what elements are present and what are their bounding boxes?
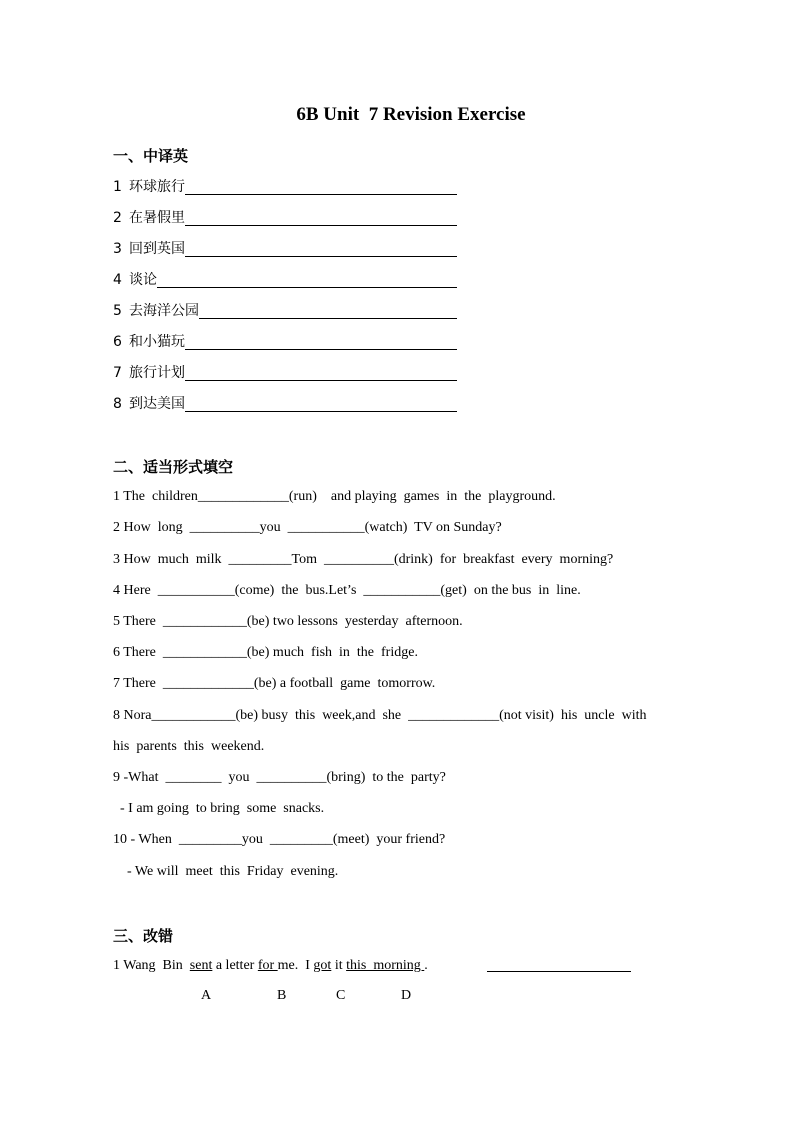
- item-chinese-text: 回到英国: [129, 241, 185, 257]
- item-chinese-text: 在暑假里: [129, 210, 185, 226]
- option-letter-c: C: [336, 988, 346, 1003]
- section3-heading: 三、改错: [113, 927, 174, 945]
- fill-line-3: 3 How much milk _________Tom __________(drink) for breakfast every morning?: [113, 552, 614, 567]
- page-title: 6B Unit 7 Revision Exercise: [296, 104, 526, 125]
- item-number: 5: [113, 303, 122, 319]
- fill-line-8-cont: his parents this weekend.: [113, 739, 265, 754]
- answer-blank-line[interactable]: [157, 287, 457, 288]
- translation-item: [113, 176, 185, 196]
- section1-heading: 一、中译英: [113, 147, 189, 165]
- item-chinese-text: 和小猫玩: [129, 334, 185, 350]
- item-chinese-text: 谈论: [129, 272, 157, 288]
- fill-line-5: 5 There ____________(be) two lessons yesterday afternoon.: [113, 614, 463, 629]
- fill-line-10: 10 - When _________you _________(meet) your friend?: [113, 832, 446, 847]
- underlined-option-c: got: [313, 958, 332, 973]
- fill-line-9-answer: - I am going to bring some snacks.: [113, 801, 325, 816]
- item-chinese-text: 去海洋公园: [129, 303, 199, 319]
- item-number: 4: [113, 272, 122, 288]
- translation-item: [113, 393, 185, 413]
- item-chinese-text: 到达美国: [129, 396, 185, 412]
- answer-blank-line[interactable]: [185, 380, 457, 381]
- sentence-part: a letter: [212, 958, 258, 973]
- answer-blank-line[interactable]: [185, 225, 457, 226]
- item-number: 1: [113, 179, 122, 195]
- fill-line-7: 7 There _____________(be) a football game tomorrow.: [113, 676, 436, 691]
- item-number: 3: [113, 241, 122, 257]
- fill-line-4: 4 Here ___________(come) the bus.Let’s ___________(get) on the bus in line.: [113, 583, 581, 598]
- sentence-part: me. I: [277, 958, 314, 973]
- translation-item: [113, 238, 185, 258]
- option-letter-d: D: [401, 988, 412, 1003]
- item-number: 8: [113, 396, 122, 412]
- answer-blank-line[interactable]: [487, 971, 631, 972]
- answer-blank-line[interactable]: [185, 349, 457, 350]
- fill-line-1: 1 The children_____________(run) and playing games in the playground.: [113, 489, 556, 504]
- question-number: 1: [113, 958, 120, 973]
- translation-item: [113, 207, 185, 227]
- sentence-part: Wang Bin: [120, 958, 190, 973]
- fill-line-2: 2 How long __________you ___________(watch) TV on Sunday?: [113, 520, 502, 535]
- answer-blank-line[interactable]: [199, 318, 457, 319]
- fill-line-10-answer: - We will meet this Friday evening.: [113, 864, 339, 879]
- item-chinese-text: 旅行计划: [129, 365, 185, 381]
- item-number: 7: [113, 365, 122, 381]
- item-number: 6: [113, 334, 122, 350]
- fill-line-6: 6 There ____________(be) much fish in the fridge.: [113, 645, 418, 660]
- translation-item: [113, 362, 185, 382]
- sentence-part: it: [331, 958, 347, 973]
- fill-line-9: 9 -What ________ you __________(bring) to the party?: [113, 770, 446, 785]
- option-letter-b: B: [277, 988, 287, 1003]
- underlined-option-b: for: [257, 958, 278, 973]
- sentence-part: .: [424, 958, 428, 973]
- answer-blank-line[interactable]: [185, 256, 457, 257]
- underlined-option-d: this morning: [346, 958, 425, 973]
- fill-line-8: 8 Nora____________(be) busy this week,and she _____________(not visit) his uncle with: [113, 708, 647, 723]
- correction-question-1: [113, 957, 428, 975]
- translation-item: [113, 331, 185, 351]
- answer-blank-line[interactable]: [185, 194, 457, 195]
- underlined-option-a: sent: [189, 958, 213, 973]
- translation-item: [113, 300, 199, 320]
- item-number: 2: [113, 210, 122, 226]
- item-chinese-text: 环球旅行: [129, 179, 185, 195]
- option-letter-a: A: [201, 988, 212, 1003]
- translation-item: [113, 269, 157, 289]
- section2-heading: 二、适当形式填空: [113, 458, 234, 476]
- answer-blank-line[interactable]: [185, 411, 457, 412]
